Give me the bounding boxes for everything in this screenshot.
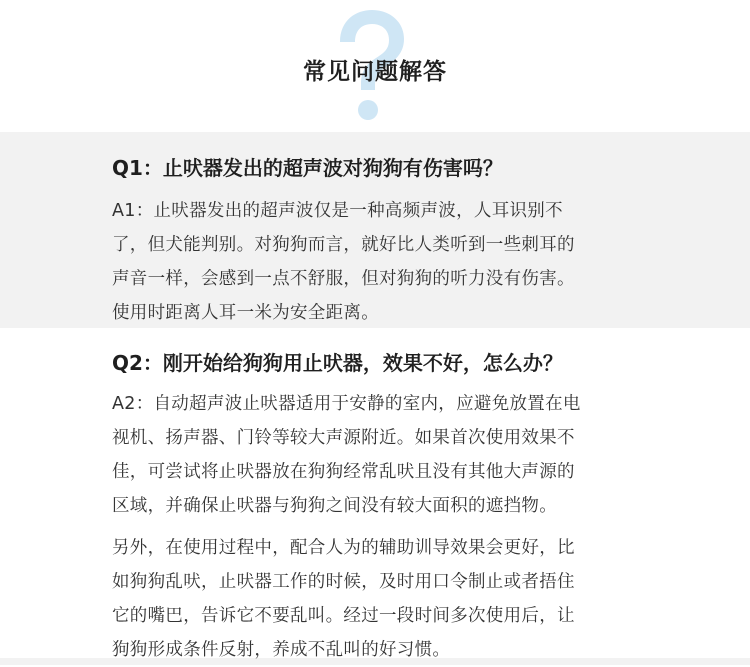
faq-question-1: Q1：止吠器发出的超声波对狗狗有伤害吗？	[112, 156, 503, 180]
page-title: 常见问题解答	[303, 59, 447, 85]
faq-answer-1: A1：止吠器发出的超声波仅是一种高频声波，人耳识别不 了，但犬能判别。对狗狗而言，就好比人类听到一些刺耳的 声音一样，会感到一点不舒服，但对狗狗的听力没有伤害。 使用时距离人耳一米为安全距离。	[112, 201, 575, 323]
faq-answer-2-extra: 另外，在使用过程中，配合人为的辅助训导效果会更好，比 如狗狗乱吠，止吠器工作的时候，及时用口令制止或者捂住 它的嘴巴，告诉它不要乱叫。经过一段时间多次使用后，让 狗狗形成条件反射，养成不乱叫的好习惯。	[112, 538, 575, 660]
faq-question-2: Q2：刚开始给狗狗用止吠器，效果不好，怎么办？	[112, 351, 563, 375]
faq-answer-2: A2：自动超声波止吠器适用于安静的室内，应避免放置在电 视机、扬声器、门铃等较大声源附近。如果首次使用效果不 佳，可尝试将止吠器放在狗狗经常乱吠且没有其他大声源的 区域，并确保止吠器与狗狗之间没有较大面积的遮挡物。	[112, 394, 581, 516]
page-header	[0, 0, 750, 132]
